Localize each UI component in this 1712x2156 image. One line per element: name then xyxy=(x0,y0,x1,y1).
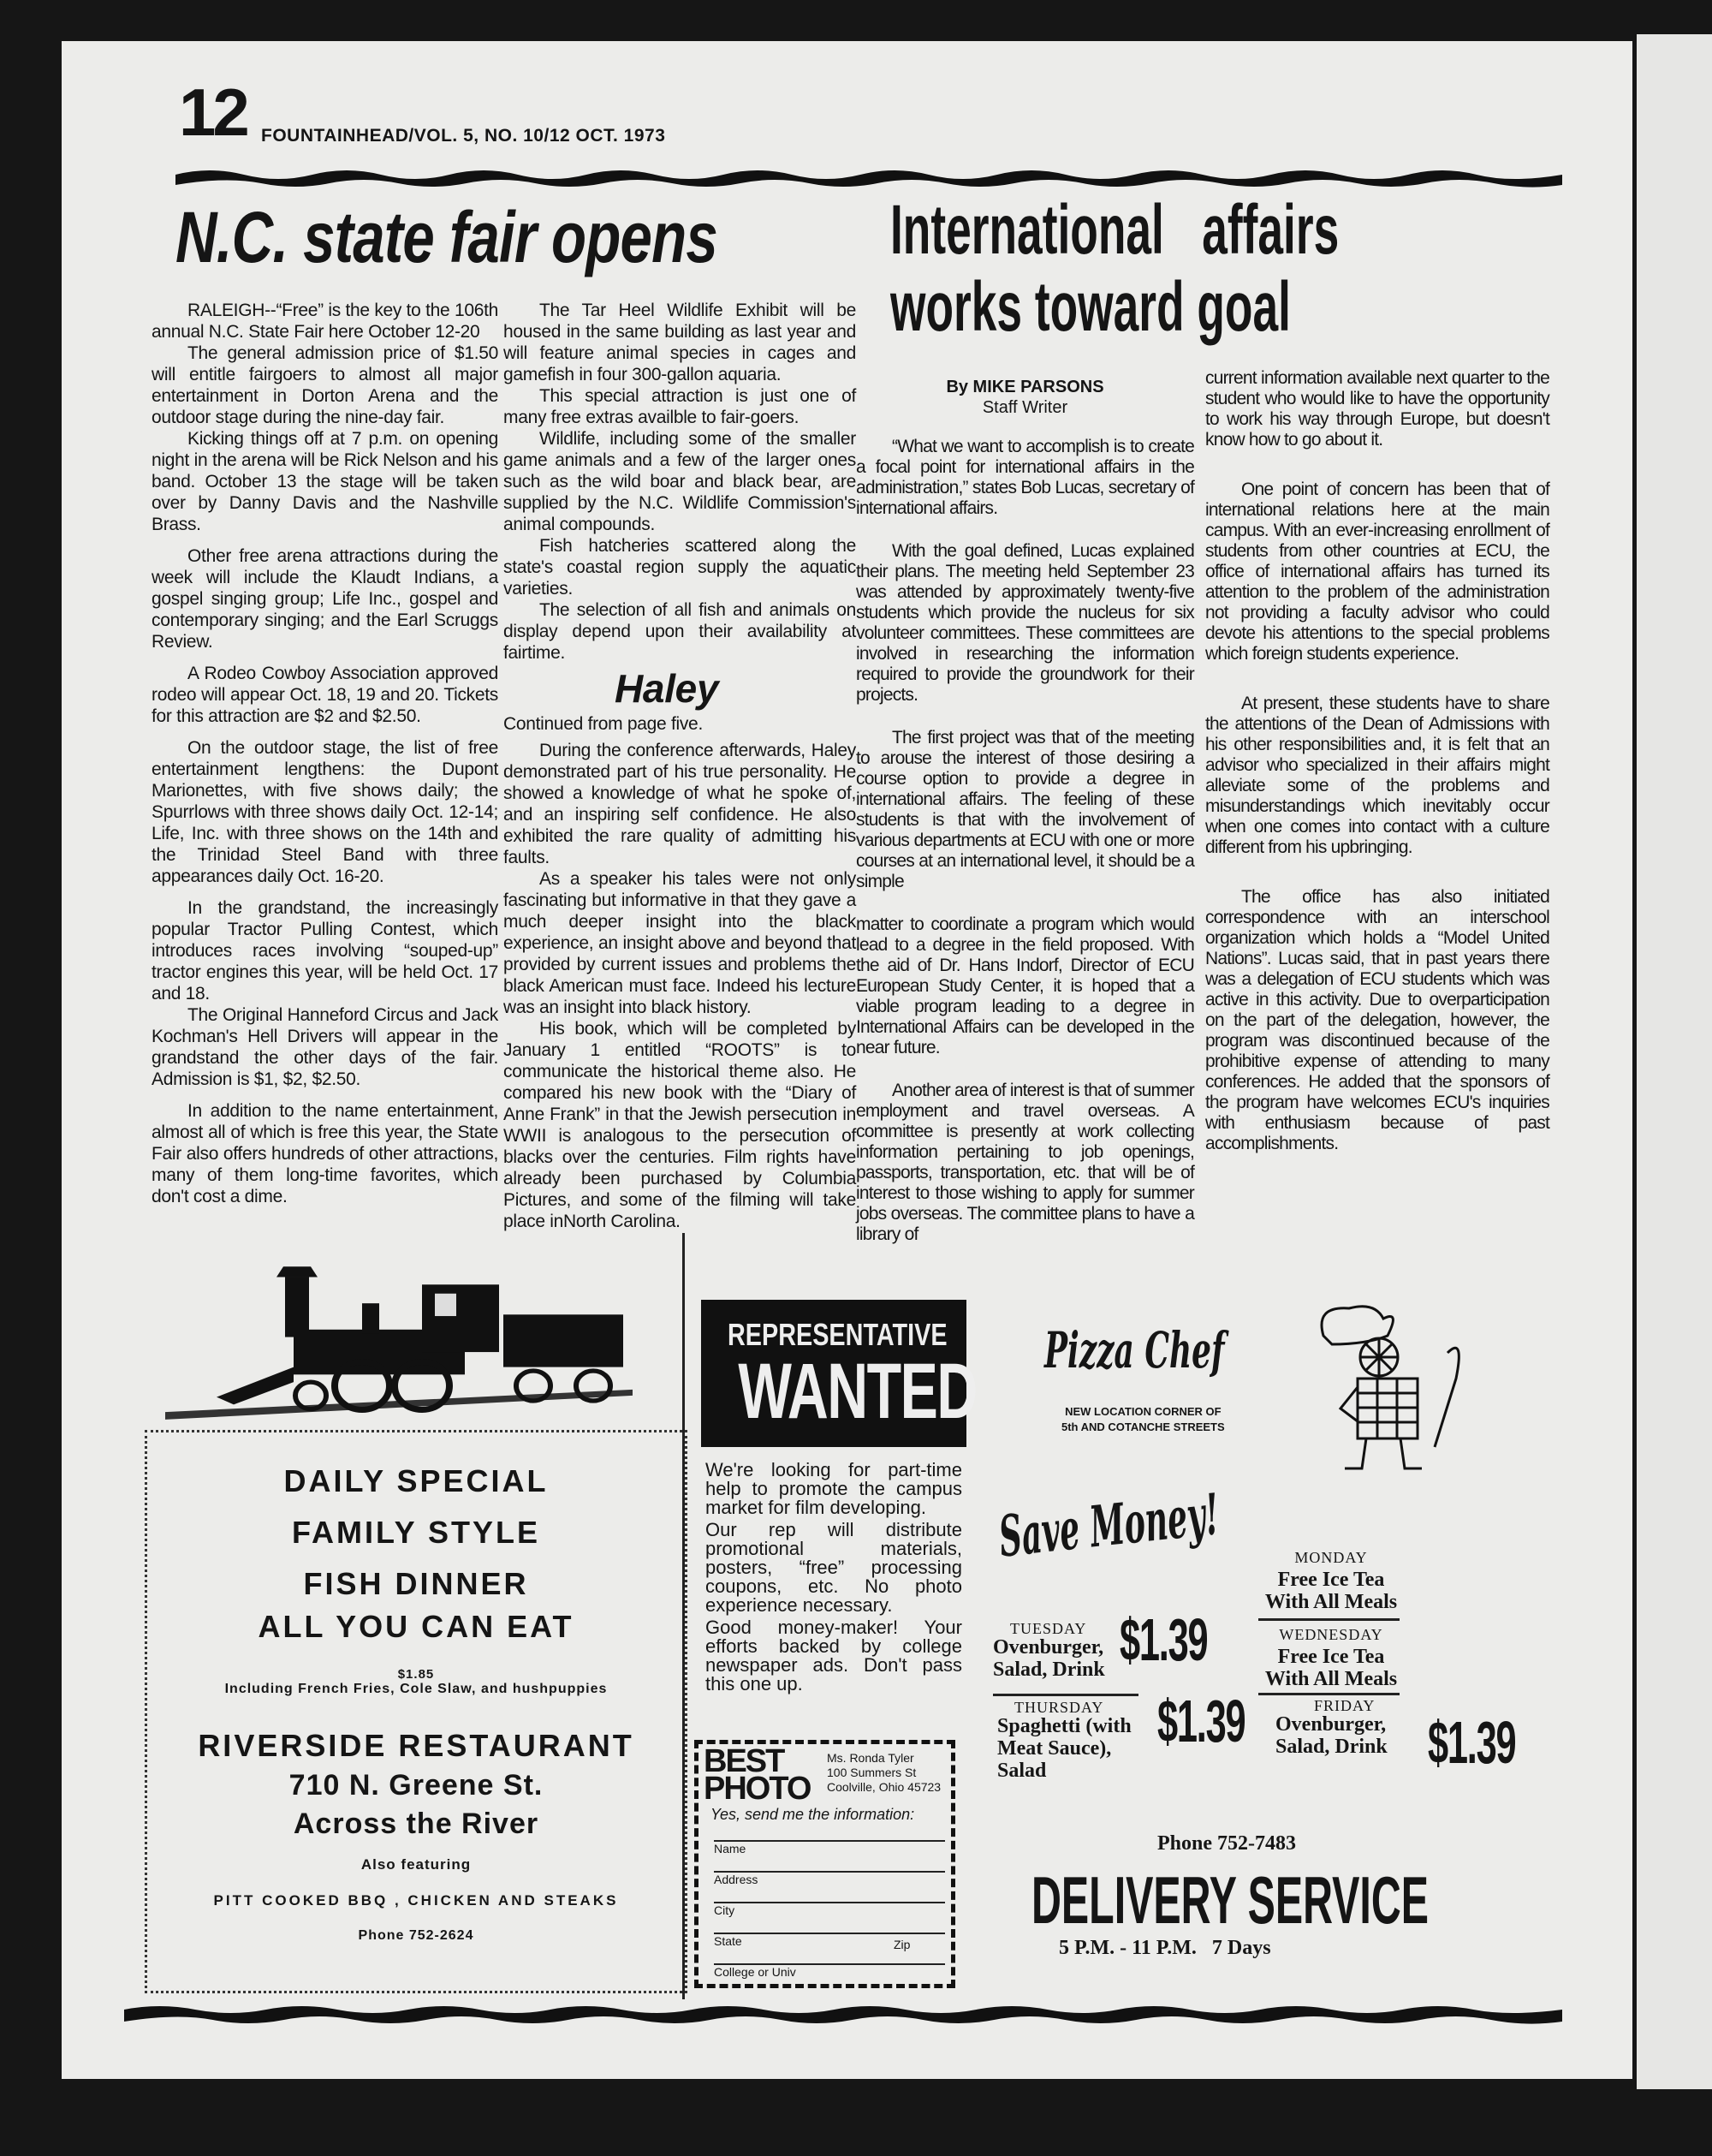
author: By MIKE PARSONS xyxy=(946,378,1104,396)
delivery-hours: 5 P.M. - 11 P.M. 7 Days xyxy=(1059,1937,1271,1959)
paragraph: The office has also initiated correspondence with an interschool organization which holds a “Model United Nations”. Lucas said, that in past years there was a delegation of ECU students which was active in this activity. Due to overparticipation on the part of the delegation, however, the program was discontinued because of the prohibitive expense of attending to many conferences. He added that the sponsors of the program have welcomes ECU's inquiries with enthusiasm because of past accomplishments. xyxy=(1205,887,1549,1153)
special-wednesday: WEDNESDAY Free Ice Tea With All Meals xyxy=(1264,1626,1398,1690)
ad-also: Also featuring xyxy=(360,1856,472,1873)
price-friday: $1.39 xyxy=(1428,1709,1516,1776)
decorative-rule-bottom xyxy=(124,2001,1562,2027)
best-photo-logo: BEST PHOTO xyxy=(704,1743,811,1807)
paragraph: The general admission price of $1.50 will entitle fairgoers to almost all major entertainment in Dorton Arena and the outdoor stage during the nine-day fair. xyxy=(152,343,498,427)
intl-article-column-3 xyxy=(856,377,1194,1245)
paragraph: We're looking for part-time help to promote the campus market for film developing. xyxy=(705,1459,962,1518)
paragraph: His book, which will be completed by January 1 entitled “ROOTS” is to communicate the historical theme also. He compared his new book with the “Diary of Anne Frank” in that the Jewish persecution in WWII is analogous to the persecution of blacks over the centuries. Film rights have already been purchased by Columbia Pictures, and some of the filming will take place inNorth Carolina. xyxy=(503,1019,856,1231)
paragraph: In the grandstand, the increasingly popular Tractor Pulling Contest, which introduces races involving “souped-up” tractor engines this year, will be held Oct. 17 and 18. xyxy=(152,898,498,1004)
special-monday: MONDAY Free Ice Tea With All Meals xyxy=(1264,1549,1398,1613)
representative-wanted-banner xyxy=(701,1300,977,1447)
ad-price: $1.85 xyxy=(397,1667,435,1682)
banner-line1: REPRESENTATIVE xyxy=(728,1317,948,1352)
paragraph: This special attraction is just one of many free extras availble to fair-goers. xyxy=(503,386,856,427)
haley-headline: Haley xyxy=(615,666,719,711)
price-thursday: $1.39 xyxy=(1157,1688,1245,1754)
paragraph: The Original Hanneford Circus and Jack Kochman's Hell Drivers will appear in the grandstand the other days of the fair. Admission is $1, $2, $2.50. xyxy=(152,1005,498,1089)
coupon-prompt: Yes, send me the information: xyxy=(710,1806,915,1823)
special-tuesday: TUESDAY Ovenburger, Salad, Drink xyxy=(993,1620,1105,1681)
paragraph: The first project was that of the meeting to arouse the interest of those desiring a course option to provide a degree in international affairs. The feeling of these students is that with the involvement of various departments at ECU with one or more courses at an international level, it should be a simple xyxy=(856,728,1194,891)
coupon-address: Ms. Ronda Tyler 100 Summers St Coolville, Ohio 45723 xyxy=(827,1751,942,1794)
byline xyxy=(856,377,1194,418)
college-field[interactable]: College or Univ xyxy=(714,1963,945,1979)
paragraph: One point of concern has been that of international relations here at the main campus. With an ever-increasing enrollment of students from other countries at ECU, the office of international affairs has turned its attention to the problem of the administration not providing a faculty advisor who could devote his attentions to the special problems which foreign students experience. xyxy=(1205,479,1549,664)
delivery-service: DELIVERY SERVICE xyxy=(1031,1862,1430,1938)
address-field[interactable]: Address xyxy=(714,1871,945,1886)
paragraph: Other free arena attractions during the week will include the Klaudt Indians, a gospel singing group; Life Inc., gospel and contemporary singing; and the Earl Scruggs Review. xyxy=(152,546,498,652)
special-friday: FRIDAY Ovenburger, Salad, Drink xyxy=(1275,1697,1388,1758)
ad-line: DAILY SPECIAL xyxy=(283,1463,549,1498)
paragraph: “What we want to accomplish is to create a focal point for international affairs in the administration,” states Bob Lucas, secretary of international affairs. xyxy=(856,437,1194,518)
paragraph: As a speaker his tales were not only fascinating but informative in that they gave a much deeper insight into the black experience, an insight above and beyond that provided by current issues and problems the black American must face. Indeed his lecture was an insight into black history. xyxy=(503,869,856,1017)
paragraph: At present, these students have to share the attentions of the Dean of Admissions with his other responsibilities and, it is felt that an advisor who specialized in their affairs might alleviate some of the problems and misunderstandings which inevitably occur when one comes into contact with a culture different from his upbringing. xyxy=(1205,694,1549,857)
intl-article-column-4 xyxy=(1205,368,1549,1154)
intl-headline-line1: International affairs xyxy=(890,191,1340,269)
ad-includes: Including French Fries, Cole Slaw, and hushpuppies xyxy=(224,1682,608,1696)
ad-also-items: PITT COOKED BBQ , CHICKEN AND STEAKS xyxy=(213,1892,619,1909)
restaurant-phone: Phone 752-2624 xyxy=(358,1928,474,1943)
paragraph: During the conference afterwards, Haley demonstrated part of his true personality. He showed a knowledge of what he spoke of, and an inspiring self confidence. He also exhibited the rare quality of admitting his faults. xyxy=(503,741,856,867)
city-field[interactable]: City xyxy=(714,1902,945,1917)
paragraph: Another area of interest is that of summer employment and travel overseas. A committee is presently at work collecting information pertaining to job openings, passports, transportation, etc. that will be of interest to those wishing to apply for summer jobs overseas. The committee plans to have a library of xyxy=(856,1081,1194,1244)
chef-mascot-icon xyxy=(1306,1301,1486,1481)
divider xyxy=(993,1694,1138,1696)
state-field[interactable]: State xyxy=(714,1933,885,1948)
pizza-chef-logo: Pizza Chef xyxy=(1044,1321,1225,1379)
adjacent-page-edge xyxy=(1637,34,1712,2089)
author-role: Staff Writer xyxy=(982,398,1068,417)
restaurant-address: 710 N. Greene St. xyxy=(288,1769,544,1802)
page-number: 12 xyxy=(179,74,247,150)
zip-field[interactable]: Zip xyxy=(885,1933,945,1951)
paragraph: The Tar Heel Wildlife Exhibit will be housed in the same building as last year and will feature animal species in cages and gamefish in four 300-gallon aquaria. xyxy=(503,301,856,384)
ad-line: FAMILY STYLE xyxy=(291,1515,541,1550)
continued-note: Continued from page five. xyxy=(503,714,703,734)
paragraph: Kicking things off at 7 p.m. on opening night in the arena will be Rick Nelson and his band. October 13 the stage will be taken over by Danny Davis and the Nashville Brass. xyxy=(152,429,498,534)
riverside-restaurant-ad xyxy=(145,1430,687,1993)
fair-headline: N.C. state fair opens xyxy=(175,197,717,277)
save-money-slogan: Save Money! xyxy=(996,1480,1222,1570)
price-tuesday: $1.39 xyxy=(1120,1606,1208,1673)
representative-ad-text xyxy=(705,1461,962,1697)
banner-line2: WANTED xyxy=(738,1348,977,1435)
paragraph: matter to coordinate a program which would lead to a degree in the field proposed. With the aid of Dr. Hans Indorf, Director of ECU European Study Center, it is hoped that a viable program leading to a degree in International Affairs can be developed in the near future. xyxy=(856,914,1194,1057)
restaurant-location: Across the River xyxy=(293,1808,539,1840)
paragraph: In addition to the name entertainment, almost all of which is free this year, the State Fair also offers hundreds of other attractions, many of them long-time favorites, which don't cost a dime. xyxy=(152,1101,498,1206)
decorative-rule-top xyxy=(175,164,1562,190)
paragraph: With the goal defined, Lucas explained their plans. The meeting held September 23 was attended by approximately twenty-five students which provide the nucleus for six volunteer committees. These committees are involved in researching the information required to provide the groundwork for their projects. xyxy=(856,541,1194,705)
special-thursday: THURSDAY Spaghetti (with Meat Sauce), Salad xyxy=(997,1699,1132,1782)
paragraph: Fish hatcheries scattered along the state's coastal region supply the aquatic varieties. xyxy=(503,536,856,599)
masthead: FOUNTAINHEAD/VOL. 5, NO. 10/12 OCT. 1973 xyxy=(261,126,666,146)
paragraph: Good money-maker! Your efforts backed by college newspaper ads. Don't pass this one up. xyxy=(705,1617,962,1694)
restaurant-name: RIVERSIDE RESTAURANT xyxy=(198,1728,634,1763)
name-field[interactable]: Name xyxy=(714,1840,945,1855)
fair-article-column-2 xyxy=(503,300,856,1232)
pizza-phone: Phone 752-7483 xyxy=(1157,1832,1296,1855)
paragraph: A Rodeo Cowboy Association approved rodeo will appear Oct. 18, 19 and 20. Tickets for this attraction are $2 and $2.50. xyxy=(152,664,498,726)
paragraph: On the outdoor stage, the list of free entertainment lengthens: the Dupont Marionettes, with five shows daily; the Spurrlows with three shows daily Oct. 12-14; Life, Inc. with three shows on the 14th and the Trinidad Steel Band with three appearances daily Oct. 16-20. xyxy=(152,738,498,886)
locomotive-illustration xyxy=(165,1262,633,1425)
best-photo-coupon[interactable] xyxy=(694,1740,955,1988)
divider xyxy=(1258,1618,1400,1621)
paragraph: Wildlife, including some of the smaller game animals and a few of the larger ones such as the wild boar and black bear, are supplied by the N.C. Wildlife Commission's animal compounds. xyxy=(503,429,856,534)
ad-line: ALL YOU CAN EAT xyxy=(258,1609,574,1644)
paragraph: RALEIGH--“Free” is the key to the 106th annual N.C. State Fair here October 12-20 xyxy=(152,301,498,342)
intl-headline-line2: works toward goal xyxy=(890,268,1291,346)
fair-article-column-1 xyxy=(152,300,498,1207)
divider xyxy=(1258,1693,1400,1695)
ad-line: FISH DINNER xyxy=(303,1566,529,1601)
paragraph: current information available next quarter to the student who would like to have the opportunity to work his way through Europe, but doesn't know how to go about it. xyxy=(1205,368,1549,450)
pizza-chef-location: NEW LOCATION CORNER OF 5th AND COTANCHE STREETS xyxy=(1061,1405,1225,1433)
paragraph: Our rep will distribute promotional materials, posters, “free” processing coupons, etc. No photo experience necessary. xyxy=(705,1519,962,1616)
paragraph: The selection of all fish and animals on display depend upon their availability at fairtime. xyxy=(503,600,856,663)
